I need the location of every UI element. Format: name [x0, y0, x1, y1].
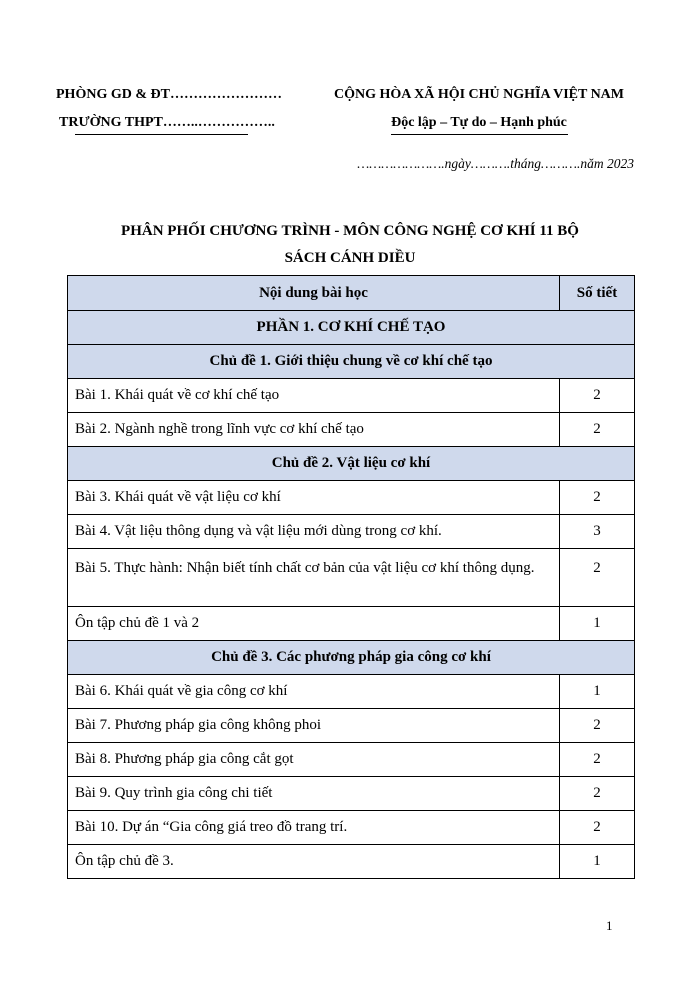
national-title: CỘNG HÒA XÃ HỘI CHỦ NGHĨA VIỆT NAM [333, 87, 624, 102]
document-title [40, 218, 660, 272]
lesson-periods: 1 [560, 607, 635, 641]
department-line: PHÒNG GD & ĐT…………………… [56, 87, 282, 102]
table-row [68, 777, 635, 811]
lesson-name: Bài 1. Khái quát về cơ khí chế tạo [68, 379, 560, 413]
part-row [68, 311, 635, 345]
table-row [68, 549, 635, 607]
table-row [68, 413, 635, 447]
lesson-periods: 2 [560, 481, 635, 515]
lesson-periods: 1 [560, 675, 635, 709]
table-row [68, 675, 635, 709]
national-motto: Độc lập – Tự do – Hạnh phúc [391, 115, 567, 130]
table-row [68, 845, 635, 879]
lesson-name: Bài 10. Dự án “Gia công giá treo đồ trang trí. [68, 811, 560, 845]
table-row [68, 379, 635, 413]
lesson-periods: 2 [560, 811, 635, 845]
lesson-periods: 2 [560, 777, 635, 811]
lesson-name: Bài 6. Khái quát về gia công cơ khí [68, 675, 560, 709]
curriculum-table [67, 275, 635, 879]
table-header-row [68, 276, 635, 311]
title-line-1: PHÂN PHỐI CHƯƠNG TRÌNH - MÔN CÔNG NGHỆ CƠ KHÍ 11 BỘ [121, 223, 579, 239]
column-header-periods: Số tiết [560, 276, 635, 311]
table-row [68, 811, 635, 845]
topic-title: Chủ đề 2. Vật liệu cơ khí [68, 447, 635, 481]
lesson-name: Bài 8. Phương pháp gia công cắt gọt [68, 743, 560, 777]
lesson-periods: 1 [560, 845, 635, 879]
table-row [68, 481, 635, 515]
lesson-name: Bài 4. Vật liệu thông dụng và vật liệu mới dùng trong cơ khí. [68, 515, 560, 549]
topic-title: Chủ đề 1. Giới thiệu chung về cơ khí chế tạo [68, 345, 635, 379]
school-line: TRƯỜNG THPT……..…………….. [59, 115, 275, 130]
title-line-2: SÁCH CÁNH DIỀU [284, 250, 416, 266]
page-number: 1 [606, 918, 613, 933]
lesson-name: Bài 2. Ngành nghề trong lĩnh vực cơ khí chế tạo [68, 413, 560, 447]
header-right-underline [391, 134, 568, 135]
lesson-name: Ôn tập chủ đề 1 và 2 [68, 607, 560, 641]
lesson-name: Bài 9. Quy trình gia công chi tiết [68, 777, 560, 811]
lesson-periods: 3 [560, 515, 635, 549]
header-left-underline [75, 134, 248, 135]
topic-row [68, 345, 635, 379]
table-row [68, 607, 635, 641]
topic-title: Chủ đề 3. Các phương pháp gia công cơ khí [68, 641, 635, 675]
topic-row [68, 641, 635, 675]
date-line: ………………….ngày……….tháng……….năm 2023 [357, 156, 634, 171]
lesson-name: Bài 5. Thực hành: Nhận biết tính chất cơ bản của vật liệu cơ khí thông dụng. [68, 549, 560, 607]
table-row [68, 709, 635, 743]
lesson-periods: 2 [560, 549, 635, 607]
header-left [56, 87, 306, 131]
lesson-name: Bài 3. Khái quát về vật liệu cơ khí [68, 481, 560, 515]
column-header-content: Nội dung bài học [68, 276, 560, 311]
lesson-name: Bài 7. Phương pháp gia công không phoi [68, 709, 560, 743]
lesson-name: Ôn tập chủ đề 3. [68, 845, 560, 879]
topic-row [68, 447, 635, 481]
lesson-periods: 2 [560, 743, 635, 777]
lesson-periods: 2 [560, 709, 635, 743]
table-row [68, 743, 635, 777]
part-title: PHẦN 1. CƠ KHÍ CHẾ TẠO [68, 311, 635, 345]
lesson-periods: 2 [560, 413, 635, 447]
table-row [68, 515, 635, 549]
header-right [318, 87, 640, 131]
lesson-periods: 2 [560, 379, 635, 413]
